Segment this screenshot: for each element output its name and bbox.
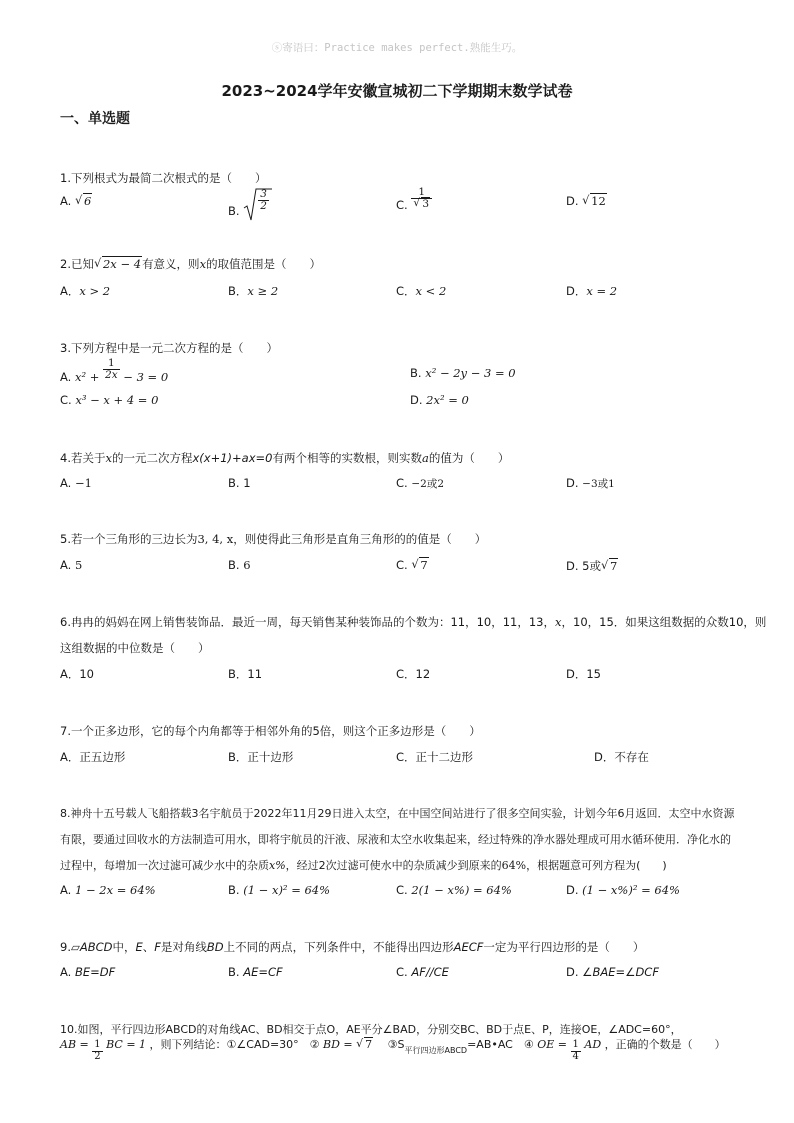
q5-option-c[interactable]: C. √ 7 [396,558,429,572]
q6-option-d[interactable]: D．15 [566,667,601,681]
q6-option-b[interactable]: B．11 [228,667,263,681]
question-1-stem: 1.下列根式为最简二次根式的是（ ） [60,171,267,185]
question-10-stem-line2: AB = $\frac{1}{2}$ BC = 1 ，则下列结论：①∠CAD=30° ② BD = √ 7 $③S_{平行四边形ABCD}=AB•AC$ ④ OE = $\frac{1}{4}$ AD ，正确的个数是（ ） [60,1040,726,1062]
option-label: D. [566,194,579,208]
question-8-stem-line1: 8.神舟十五号载人飞船搭载3名宇航员于2022年11月29日进入太空，在中国空间站进行了很多空间实验，计划今年6月返回．太空中水资源 [60,807,735,820]
sqrt-fraction [243,188,273,222]
q4-option-c[interactable]: C. −2或2 [396,476,445,490]
q9-option-b[interactable]: B. AE=CF [228,965,283,979]
option-label: C. [396,198,408,213]
q4-option-b[interactable]: B. 1 [228,476,251,490]
question-4-stem: 4.若关于x的一元二次方程x(x+1)+ax=0有两个相等的实数根，则实数a的值为（ ） [60,451,510,465]
q8-option-d[interactable]: D. (1 − x%)² = 64% [566,883,680,897]
q7-option-a[interactable]: A．正五边形 [60,750,126,764]
question-6-stem-line2: 这组数据的中位数是（ ） [60,641,210,655]
question-9-stem: 9.▱ABCD中，E、F是对角线BD上不同的两点，下列条件中，不能得出四边形AECF一定为平行四边形的是（ ） [60,940,645,954]
question-5-stem: 5.若一个三角形的三边长为3, 4, x，则使得此三角形是直角三角形的的值是（ ） [60,532,487,546]
q5-option-d[interactable]: D. 5或√ 7 [566,558,618,574]
question-10-stem-line1: 10.如图，平行四边形ABCD的对角线AC、BD相交于点O，AE平分∠BAD，分别交BC、BD于点E、P，连接OE，∠ADC=60°， [60,1023,682,1036]
q7-option-b[interactable]: B．正十边形 [228,750,294,764]
q2-option-c[interactable]: C．x < 2 [396,284,447,298]
q4-option-a[interactable]: A. −1 [60,476,92,490]
section-heading: 一、单选题 [60,111,130,127]
q2-option-a[interactable]: A．x > 2 [60,284,111,298]
option-label: B. [228,203,240,218]
q9-option-d[interactable]: D. ∠BAE=∠DCF [566,965,659,979]
q4-option-d[interactable]: D. −3或1 [566,476,615,490]
question-8-stem-line3: 过程中，每增加一次过滤可减少水中的杂质x%，经过2次过滤可使水中的杂质减少到原来的64%，根据题意可列方程为( ) [60,859,667,872]
q7-option-c[interactable]: C．正十二边形 [396,750,474,764]
q6-option-a[interactable]: A．10 [60,667,95,681]
q9-option-a[interactable]: A. BE=DF [60,965,116,979]
question-6-stem-line1: 6.冉冉的妈妈在网上销售装饰品．最近一周，每天销售某种装饰品的个数为：11，10，11，13，x，10，15．如果这组数据的众数10，则 [60,615,767,629]
watermark: ⓢ寄语曰：Practice makes perfect.熟能生巧。 [271,42,523,54]
numerator: 3 [260,188,267,200]
q9-option-c[interactable]: C. AF//CE [396,965,449,979]
q1-option-d[interactable] [566,194,607,208]
q3-option-d[interactable]: D. 2x² = 0 [410,393,469,407]
q3-option-a[interactable]: A. x² + $\frac{1}{2x}$ − 3 = 0 [60,357,169,385]
sqrt-expression: √ 12 [582,194,607,208]
q5-option-b[interactable]: B. 6 [228,558,251,572]
question-3-stem: 3.下列方程中是一元二次方程的是（ ） [60,341,278,355]
q3-option-b[interactable]: B. x² − 2y − 3 = 0 [410,366,516,380]
q1-option-c[interactable] [396,186,432,213]
q2-option-d[interactable]: D．x = 2 [566,284,618,298]
q6-option-c[interactable]: C．12 [396,667,431,681]
option-label: A. [60,194,72,208]
denominator: √ 3 [411,199,432,210]
denominator: 2 [260,200,267,213]
q8-option-a[interactable]: A. 1 − 2x = 64% [60,883,156,897]
q2-option-b[interactable]: B．x ≥ 2 [228,284,279,298]
q3-option-c[interactable]: C. x³ − x + 4 = 0 [60,393,159,407]
q8-option-b[interactable]: B. (1 − x)² = 64% [228,883,331,897]
question-2-stem: 2.已知√ 2x − 4有意义，则x的取值范围是（ ） [60,256,321,272]
q1-option-b[interactable] [228,188,273,222]
q8-option-c[interactable]: C. 2(1 − x%) = 64% [396,883,512,897]
q1-option-a[interactable] [60,194,92,208]
question-7-stem: 7.一个正多边形，它的每个内角都等于相邻外角的5倍，则这个正多边形是（ ） [60,724,481,738]
sqrt-expression: √ 6 [75,194,92,208]
q5-option-a[interactable]: A. 5 [60,558,83,572]
page-title: 2023~2024学年安徽宣城初二下学期期末数学试卷 [221,82,573,100]
question-8-stem-line2: 有限，要通过回收水的方法制造可用水，即将宇航员的汗液、尿液和太空水收集起来，经过特殊的净水器处理成可用水循环使用．净化水的 [60,833,731,846]
numerator: 1 [411,187,432,199]
q7-option-d[interactable]: D．不存在 [594,750,649,764]
